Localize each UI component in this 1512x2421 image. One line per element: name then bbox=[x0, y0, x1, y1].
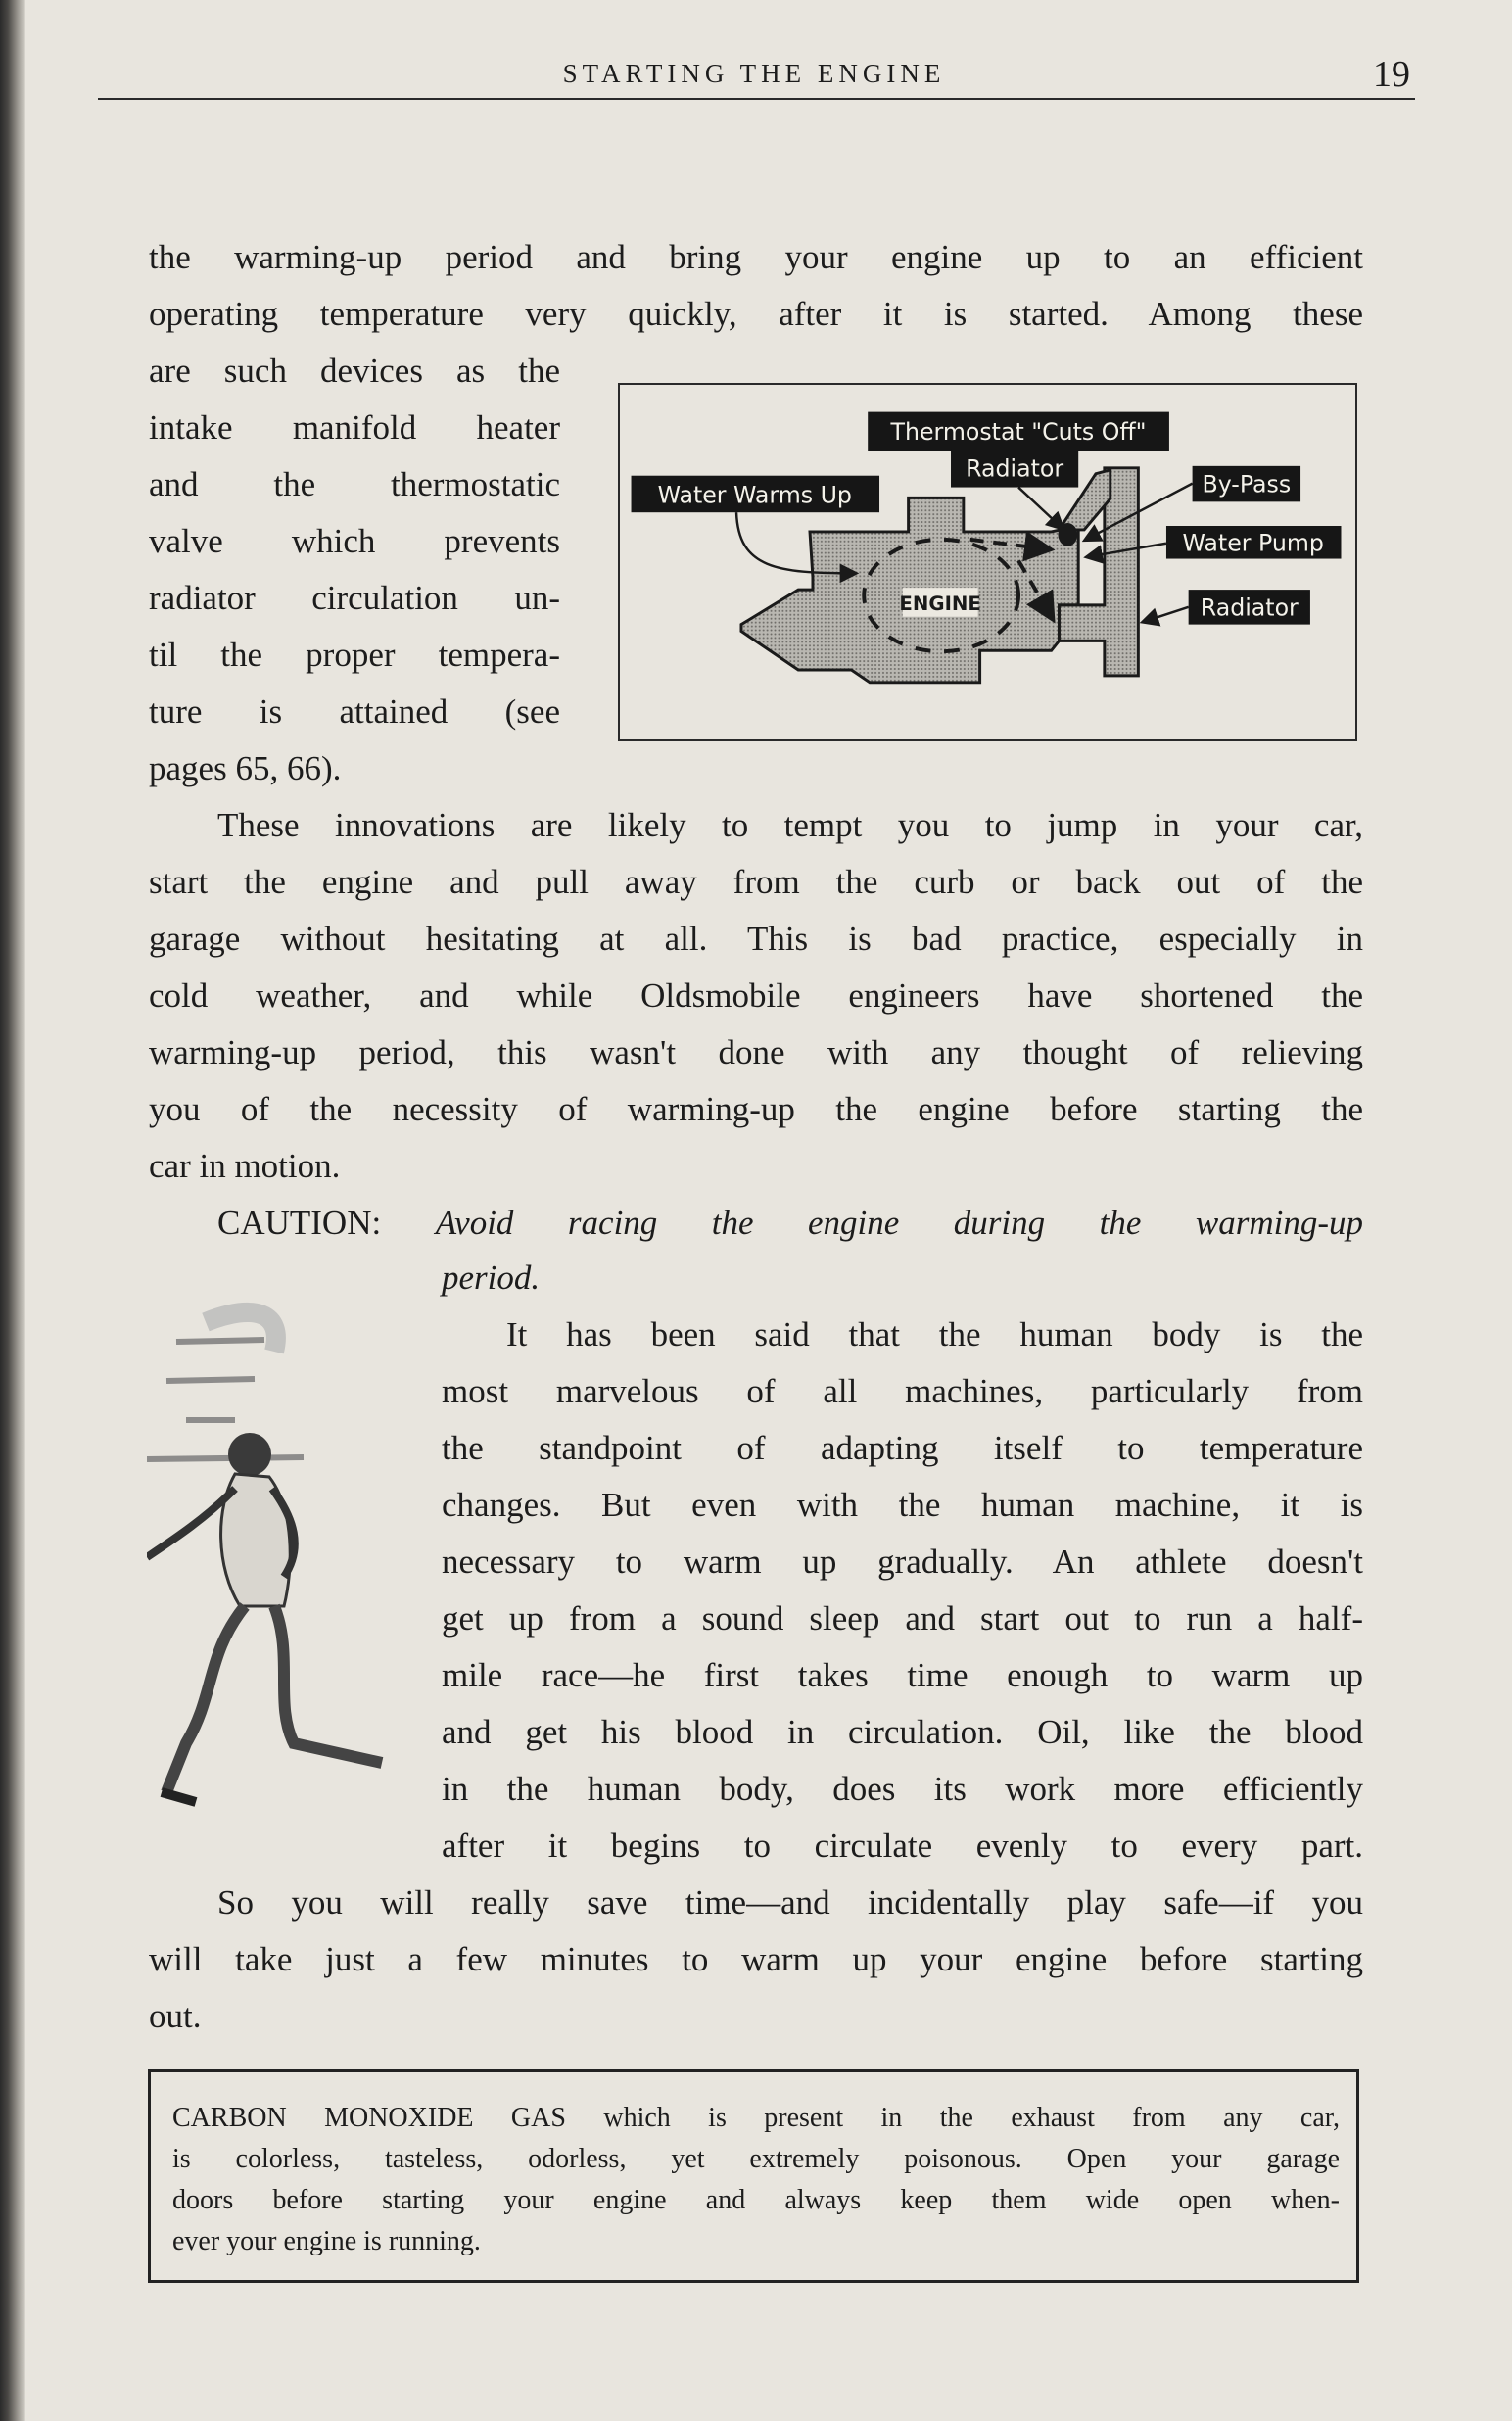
book-binding-edge bbox=[0, 0, 25, 2421]
caution-text-continued: period. bbox=[442, 1258, 541, 1297]
text-line: are such devices as the bbox=[149, 352, 560, 390]
label-water-pump: Water Pump bbox=[1182, 529, 1324, 557]
text-line: start the engine and pull away from the curb or back out of the bbox=[149, 863, 1363, 901]
text-line: So you will really save time—and incidentally play safe—if you bbox=[217, 1883, 1363, 1922]
warning-line: is colorless, tasteless, odorless, yet extremely poisonous. Open your garage bbox=[172, 2144, 1340, 2174]
text-line: necessary to warm up gradually. An athlete doesn't bbox=[442, 1543, 1363, 1581]
cooling-system-diagram bbox=[618, 383, 1357, 741]
warning-line: CARBON MONOXIDE GAS which is present in the exhaust from any car, bbox=[172, 2103, 1340, 2133]
text-line: will take just a few minutes to warm up your engine before starting bbox=[149, 1940, 1363, 1978]
text-line: get up from a sound sleep and start out to run a half- bbox=[442, 1599, 1363, 1638]
text-line: valve which prevents bbox=[149, 522, 560, 560]
text-line: car in motion. bbox=[149, 1147, 341, 1185]
text-line: operating temperature very quickly, after it is started. Among these bbox=[149, 295, 1363, 333]
text-line: the warming-up period and bring your engine up to an efficient bbox=[149, 238, 1363, 276]
text-line: you of the necessity of warming-up the engine before starting the bbox=[149, 1090, 1363, 1128]
text-line: cold weather, and while Oldsmobile engineers have shortened the bbox=[149, 976, 1363, 1015]
caution-text: Avoid racing the engine during the warming-up bbox=[435, 1204, 1364, 1242]
text-line: These innovations are likely to tempt you to jump in your car, bbox=[217, 806, 1363, 844]
text-line: most marvelous of all machines, particularly from bbox=[442, 1372, 1363, 1410]
engine-label: ENGINE bbox=[899, 592, 981, 615]
text-line: intake manifold heater bbox=[149, 408, 560, 447]
text-line: the standpoint of adapting itself to temperature bbox=[442, 1429, 1363, 1467]
text-line: warming-up period, this wasn't done with any thought of relieving bbox=[149, 1033, 1363, 1071]
caution-line bbox=[217, 1195, 1363, 1252]
runner-illustration bbox=[147, 1283, 392, 1822]
warning-line: doors before starting your engine and always keep them wide open when- bbox=[172, 2185, 1340, 2215]
text-line: mile race—he first takes time enough to warm up bbox=[442, 1656, 1363, 1694]
carbon-monoxide-warning-box bbox=[148, 2069, 1359, 2283]
text-line: It has been said that the human body is the bbox=[506, 1315, 1363, 1353]
label-bypass: By-Pass bbox=[1202, 470, 1292, 498]
text-line: ture is attained (see bbox=[149, 692, 560, 731]
text-line: in the human body, does its work more efficiently bbox=[442, 1770, 1363, 1808]
text-line: and the thermostatic bbox=[149, 465, 560, 503]
text-line: til the proper tempera- bbox=[149, 636, 560, 674]
text-line: after it begins to circulate evenly to every part. bbox=[442, 1827, 1363, 1865]
text-line: garage without hesitating at all. This is bad practice, especially in bbox=[149, 920, 1363, 958]
label-thermostat: Thermostat "Cuts Off" bbox=[890, 418, 1147, 447]
label-water-warms-up: Water Warms Up bbox=[657, 481, 852, 509]
page-header bbox=[98, 51, 1415, 100]
caution-label: CAUTION: bbox=[217, 1204, 382, 1242]
text-line: radiator circulation un- bbox=[149, 579, 560, 617]
running-title: STARTING THE ENGINE bbox=[562, 59, 946, 88]
label-radiator: Radiator bbox=[1200, 593, 1299, 622]
label-thermostat-radiator: Radiator bbox=[966, 454, 1064, 483]
text-line: changes. But even with the human machine, it is bbox=[442, 1486, 1363, 1524]
warning-line: ever your engine is running. bbox=[172, 2226, 481, 2256]
page-number: 19 bbox=[1373, 54, 1410, 95]
text-line: out. bbox=[149, 1997, 202, 2035]
text-line: and get his blood in circulation. Oil, like the blood bbox=[442, 1713, 1363, 1751]
text-line: pages 65, 66). bbox=[149, 749, 342, 787]
